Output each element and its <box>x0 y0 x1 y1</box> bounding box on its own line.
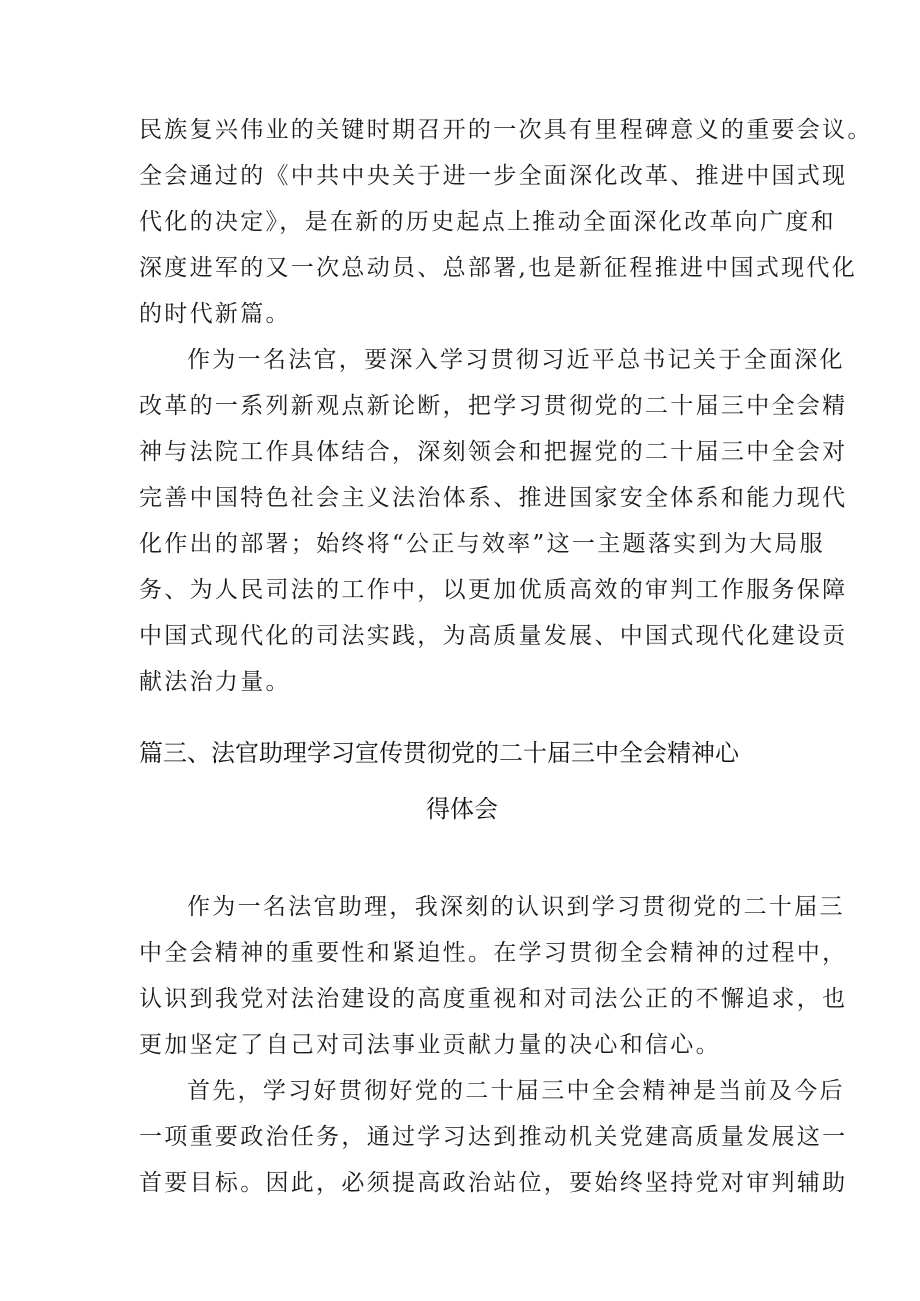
body-text-line: 中国式现代化的司法实践，为高质量发展、中国式现代化建设贡 <box>139 623 848 649</box>
body-text-line: 改革的一系列新观点新论断，把学习贯彻党的二十届三中全会精 <box>139 393 848 419</box>
body-text-line: 民族复兴伟业的关键时期召开的一次具有里程碑意义的重要会议。 <box>139 117 873 143</box>
body-text-line: 的时代新篇。 <box>139 301 291 327</box>
body-text-line: 务、为人民司法的工作中，以更加优质高效的审判工作服务保障 <box>139 577 848 603</box>
body-text-line: 神与法院工作具体结合，深刻领会和把握党的二十届三中全会对 <box>139 439 848 465</box>
body-text-line: 完善中国特色社会主义法治体系、推进国家安全体系和能力现代 <box>139 485 848 511</box>
body-text-line: 化作出的部署；始终将“公正与效率”这一主题落实到为大局服 <box>139 531 825 557</box>
body-text-line: 更加坚定了自己对司法事业贡献力量的决心和信心。 <box>139 1032 721 1058</box>
body-text-line: 献法治力量。 <box>139 669 291 695</box>
section-heading-continued: 得体会 <box>426 795 498 823</box>
body-text-line: 认识到我党对法治建设的高度重视和对司法公正的不懈追求，也 <box>139 986 848 1012</box>
body-text-line: 代化的决定》，是在新的历史起点上推动全面深化改革向广度和 <box>139 209 836 235</box>
body-text-line: 首先，学习好贯彻好党的二十届三中全会精神是当前及今后 <box>187 1078 845 1104</box>
body-text-line: 作为一名法官助理，我深刻的认识到学习贯彻党的二十届三 <box>187 894 845 920</box>
body-text-line: 作为一名法官，要深入学习贯彻习近平总书记关于全面深化 <box>187 347 845 373</box>
body-text-line: 首要目标。因此，必须提高政治站位，要始终坚持党对审判辅助 <box>139 1170 848 1196</box>
body-text-line: 一项重要政治任务，通过学习达到推动机关党建高质量发展这一 <box>139 1124 848 1150</box>
body-text-line: 深度进军的又一次总动员、总部署,也是新征程推进中国式现代化 <box>139 255 858 281</box>
section-heading: 篇三、法官助理学习宣传贯彻党的二十届三中全会精神心 <box>139 739 739 767</box>
body-text-line: 中全会精神的重要性和紧迫性。在学习贯彻全会精神的过程中， <box>139 940 848 966</box>
body-text-line: 全会通过的《中共中央关于进一步全面深化改革、推进中国式现 <box>139 163 848 189</box>
